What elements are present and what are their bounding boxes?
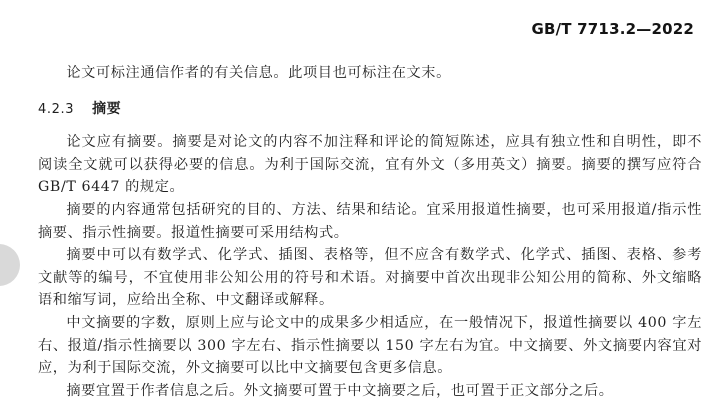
section-heading xyxy=(38,98,702,122)
page-edge-handle[interactable] xyxy=(0,244,20,286)
section-number: 4.2.3 xyxy=(38,101,75,117)
paragraph: 摘要宜置于作者信息之后。外文摘要可置于中文摘要之后，也可置于正文部分之后。 xyxy=(66,382,614,399)
document-page xyxy=(38,62,702,402)
paragraph: 摘要中可以有数学式、化学式、插图、表格等，但不应含有数学式、化学式、插图、表格、参考文献等的编号，不宜使用非公知公用的符号和术语。对摘要中首次出现非公知公用的简称、外文缩略语和缩写词，应给出全称、中文翻译或解释。 xyxy=(38,247,702,309)
intro-line: 论文可标注通信作者的有关信息。此项目也可标注在文末。 xyxy=(66,65,451,81)
paragraph: 论文应有摘要。摘要是对论文的内容不加注释和评论的简短陈述，应具有独立性和自明性，即不阅读全文就可以获得必要的信息。为利于国际交流，宜有外文（多用英文）摘要。摘要的撰写应符合 GB/T 6447 的规定。 xyxy=(38,134,702,196)
paragraph: 摘要的内容通常包括研究的目的、方法、结果和结论。宜采用报道性摘要，也可采用报道/指示性摘要、指示性摘要。报道性摘要可采用结构式。 xyxy=(38,201,702,241)
paragraph: 中文摘要的字数，原则上应与论文中的成果多少相适应，在一般情况下，报道性摘要以 400 字左右、报道/指示性摘要以 300 字左右、指示性摘要以 150 字左右为宜。中文摘要、外文摘要内容宜对应，为利于国际交流，外文摘要可以比中文摘要包含更多信息。 xyxy=(38,314,702,377)
standard-code: GB/T 7713.2—2022 xyxy=(531,20,694,38)
section-title: 摘要 xyxy=(92,100,122,117)
